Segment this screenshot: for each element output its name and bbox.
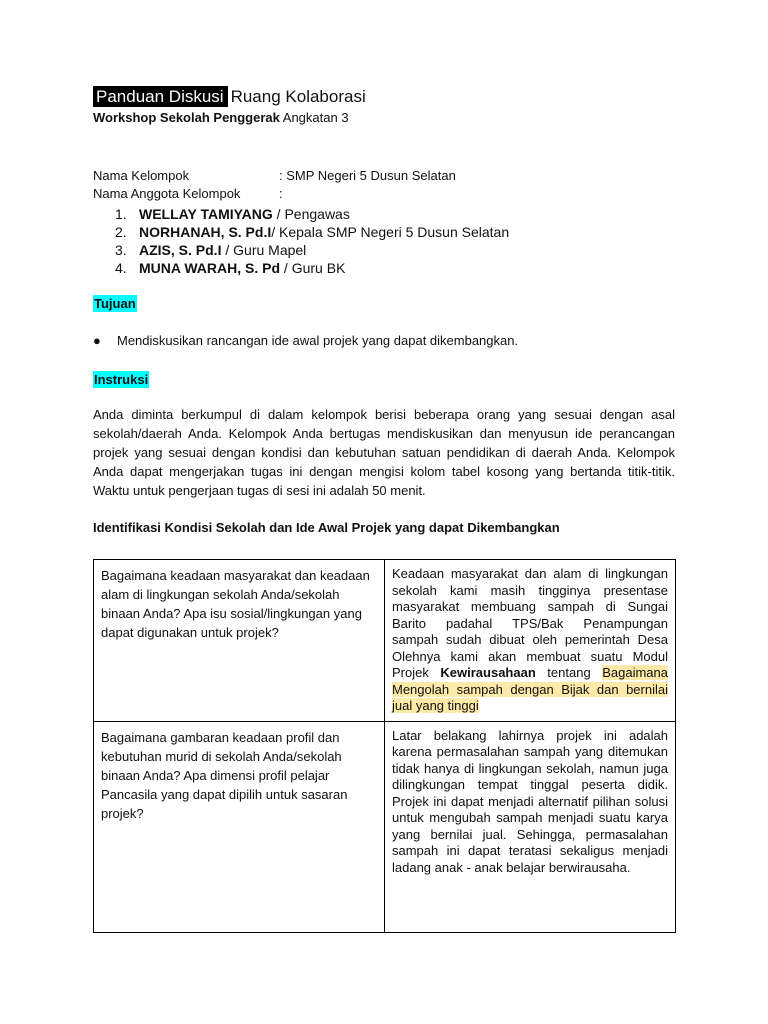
tujuan-heading-wrap [93,295,137,313]
list-item [93,259,509,277]
identification-table [93,559,676,933]
list-number: 2. [115,224,127,240]
member-role: / Kepala SMP Negeri 5 Dusun Selatan [271,224,510,240]
list-item [93,223,509,241]
member-role: / Pengawas [272,206,350,222]
list-number: 3. [115,242,127,258]
instruksi-heading-wrap [93,371,149,389]
document-subtitle [93,110,349,125]
title-rest: Ruang Kolaborasi [230,87,366,106]
subtitle-bold: Workshop Sekolah Penggerak [93,110,280,125]
question-cell: Bagaimana keadaan masyarakat dan keadaan alam di lingkungan sekolah Anda/sekolah binaan Anda? Apa isu sosial/lingkungan yang dapat digunakan untuk projek? [94,560,385,722]
answer-text: Keadaan masyarakat dan alam di lingkungan sekolah kami masih tingginya presentase masyarakat membuang sampah di Sungai Barito padahal TPS/Bak Penampungan sampah sudah dibuat oleh pemerintah Desa Olehnya kami akan membuat suatu Modul Projek [392,566,668,680]
instruksi-paragraph: Anda diminta berkumpul di dalam kelompok berisi beberapa orang yang sesuai dengan asal sekolah/daerah Anda. Kelompok Anda bertugas mendiskusikan dan menyusun ide perancangan projek yang sesuai dengan kondisi dan kebutuhan satuan pendidikan di daerah Anda. Kelompok Anda dapat mengerjakan tugas ini dengan mengisi kolom tabel kosong yang bertanda titik-titik. Waktu untuk pengerjaan tugas di sesi ini adalah 50 menit. [93,407,675,498]
group-value: : SMP Negeri 5 Dusun Selatan [279,168,456,183]
member-name: AZIS, S. Pd.I [139,242,222,258]
table-row [94,560,676,722]
members-label: Nama Anggota Kelompok [93,186,241,201]
list-item [93,241,509,259]
group-label: Nama Kelompok [93,168,190,183]
answer-cell: Latar belakang lahirnya projek ini adalah karena permasalahan sampah yang ditemukan tidak hanya di lingkungan sekolah, namun juga dilingkungan tempat tinggal peserta didik. Projek ini dapat menjadi alternatif pilihan solusi untuk mengubah sampah menjadi suatu karya yang bernilai jual. Sehingga, permasalahan sampah ini dapat teratasi sekaligus menjadi ladang anak - anak belajar berwirausaha. [385,721,676,932]
question-cell: Bagaimana gambaran keadaan profil dan kebutuhan murid di sekolah Anda/sekolah binaan Anda? Apa dimensi profil pelajar Pancasila yang dapat dipilih untuk sasaran projek? [94,721,385,932]
member-role: / Guru BK [280,260,346,276]
member-name: WELLAY TAMIYANG [139,206,273,222]
member-name: NORHANAH, S. Pd.I [139,224,272,240]
answer-text: tentang [535,665,603,680]
members-value: : [279,186,283,201]
answer-cell [385,560,676,722]
title-highlight: Panduan Diskusi [93,86,228,107]
list-number: 1. [115,206,127,222]
table-heading: Identifikasi Kondisi Sekolah dan Ide Awal Projek yang dapat Dikembangkan [93,520,560,535]
list-item [93,205,509,223]
answer-highlight: Bagaimana Mengolah sampah dengan Bijak dan bernilai jual yang tinggi [392,665,668,713]
tujuan-bullet-item [93,333,518,348]
tujuan-heading: Tujuan [94,296,136,311]
answer-bold: Kewirausahaan [440,665,536,680]
member-name: MUNA WARAH, S. Pd [139,260,281,276]
document-title [93,86,366,108]
list-number: 4. [115,260,127,276]
instruksi-heading: Instruksi [94,372,149,387]
bullet-icon: ● [93,333,101,348]
member-role: / Guru Mapel [221,242,307,258]
tujuan-text: Mendiskusikan rancangan ide awal projek yang dapat dikembangkan. [117,333,519,348]
member-list [93,205,509,277]
table-row [94,721,676,932]
subtitle-rest: Angkatan 3 [279,110,349,125]
